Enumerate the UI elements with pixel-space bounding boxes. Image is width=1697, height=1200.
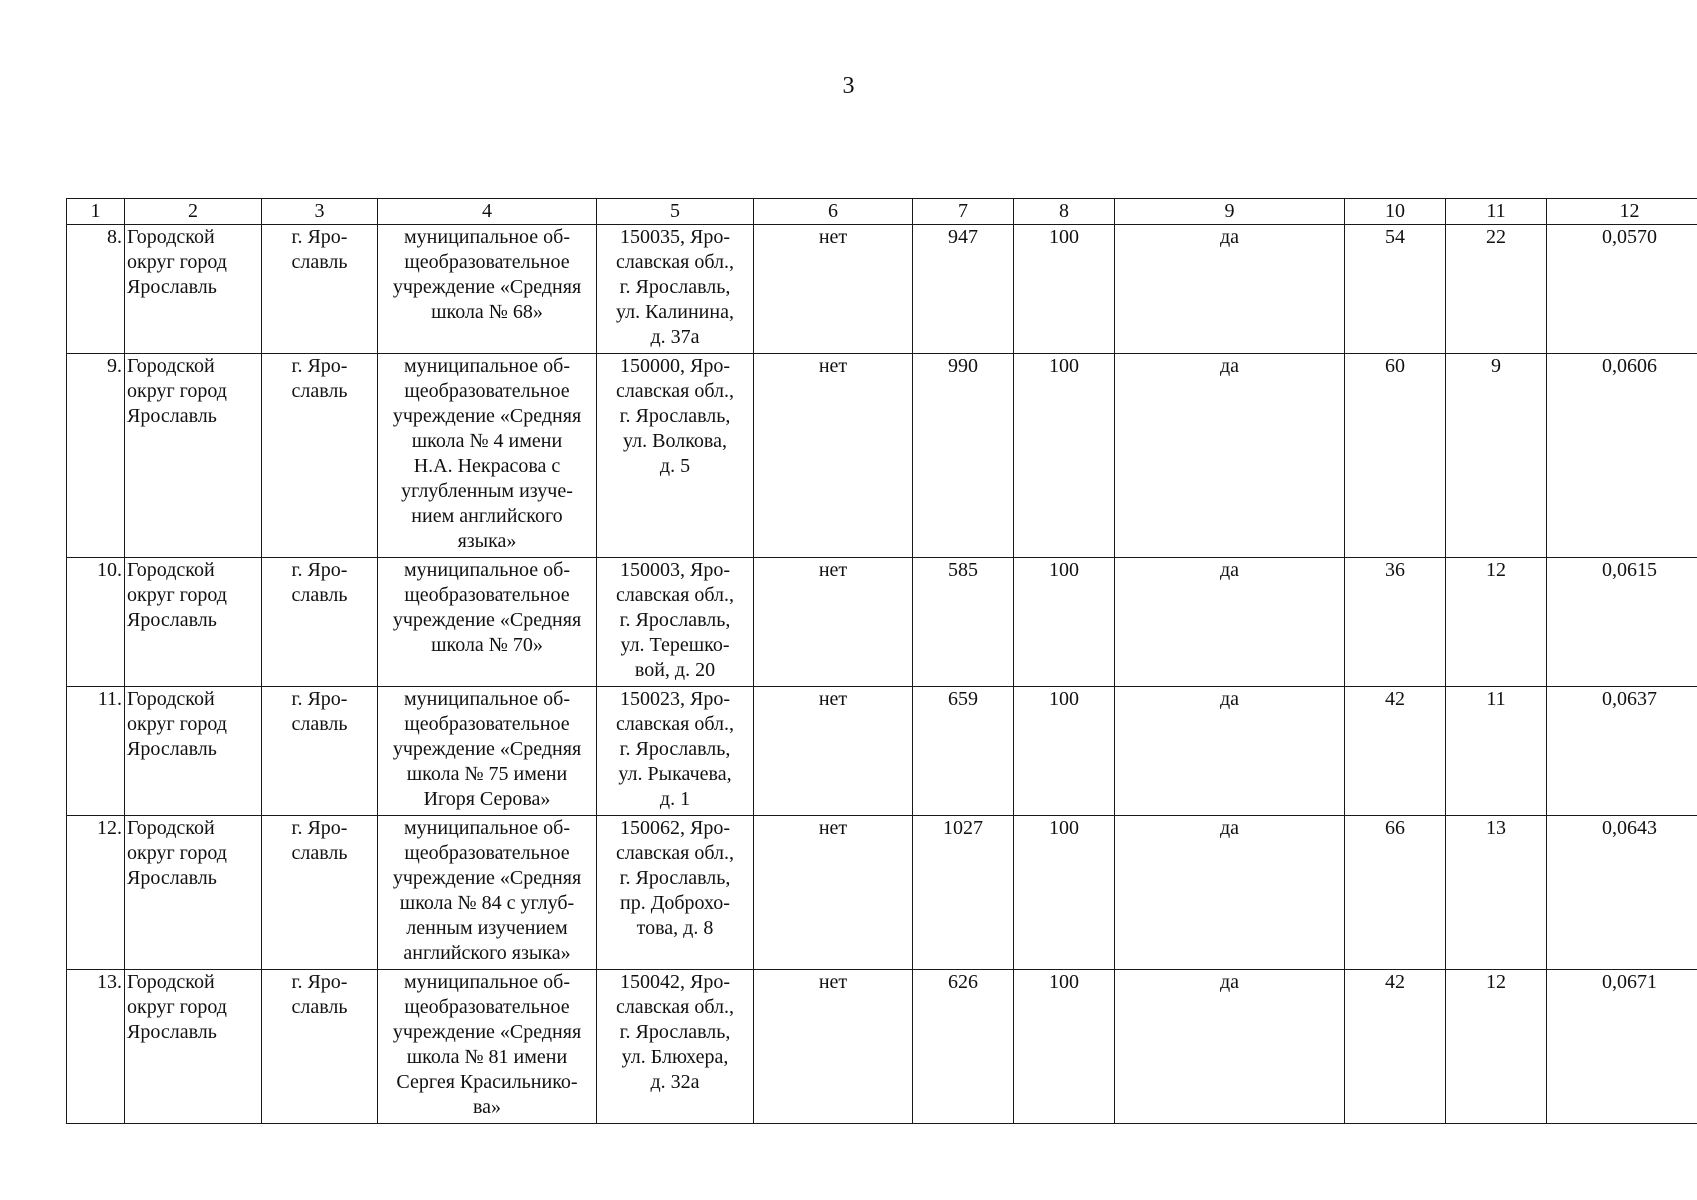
district-cell: Городской округ город Ярославль <box>125 558 262 687</box>
header-cell: 11 <box>1446 199 1547 225</box>
col10-cell: 42 <box>1345 970 1446 1124</box>
page-number: 3 <box>842 73 855 99</box>
col9-cell: да <box>1115 558 1345 687</box>
city-cell: г. Яро- славль <box>262 225 378 354</box>
col10-cell: 36 <box>1345 558 1446 687</box>
district-cell: Городской округ город Ярославль <box>125 816 262 970</box>
header-cell: 3 <box>262 199 378 225</box>
col7-cell: 585 <box>913 558 1014 687</box>
district-cell: Городской округ город Ярославль <box>125 225 262 354</box>
table-row <box>67 225 1697 354</box>
address-cell: 150035, Яро- славская обл., г. Ярославль, ул. Калинина, д. 37а <box>597 225 754 354</box>
col8-cell: 100 <box>1014 970 1115 1124</box>
col6-cell: нет <box>754 687 913 816</box>
address-cell: 150042, Яро- славская обл., г. Ярославль, ул. Блюхера, д. 32а <box>597 970 754 1124</box>
header-cell: 5 <box>597 199 754 225</box>
col7-cell: 990 <box>913 354 1014 558</box>
col12-cell: 0,0570 <box>1547 225 1697 354</box>
city-cell: г. Яро- славль <box>262 687 378 816</box>
col9-cell: да <box>1115 225 1345 354</box>
row-number: 8. <box>67 225 125 354</box>
header-cell: 1 <box>67 199 125 225</box>
row-number: 9. <box>67 354 125 558</box>
col11-cell: 12 <box>1446 558 1547 687</box>
col9-cell: да <box>1115 970 1345 1124</box>
col8-cell: 100 <box>1014 558 1115 687</box>
school-cell: муниципальное об- щеобразовательное учреждение «Средняя школа № 84 с углуб- ленным изучением английского языка» <box>378 816 597 970</box>
col11-cell: 12 <box>1446 970 1547 1124</box>
header-cell: 7 <box>913 199 1014 225</box>
col10-cell: 42 <box>1345 687 1446 816</box>
header-cell: 6 <box>754 199 913 225</box>
col11-cell: 13 <box>1446 816 1547 970</box>
district-cell: Городской округ город Ярославль <box>125 354 262 558</box>
header-cell: 9 <box>1115 199 1345 225</box>
header-cell: 2 <box>125 199 262 225</box>
col7-cell: 947 <box>913 225 1014 354</box>
col7-cell: 1027 <box>913 816 1014 970</box>
col10-cell: 60 <box>1345 354 1446 558</box>
col7-cell: 659 <box>913 687 1014 816</box>
school-cell: муниципальное об- щеобразовательное учреждение «Средняя школа № 68» <box>378 225 597 354</box>
school-cell: муниципальное об- щеобразовательное учреждение «Средняя школа № 4 имени Н.А. Некрасова с углубленным изуче- нием английского языка» <box>378 354 597 558</box>
table-row <box>67 687 1697 816</box>
col12-cell: 0,0671 <box>1547 970 1697 1124</box>
school-cell: муниципальное об- щеобразовательное учреждение «Средняя школа № 70» <box>378 558 597 687</box>
city-cell: г. Яро- славль <box>262 816 378 970</box>
header-cell: 10 <box>1345 199 1446 225</box>
row-number: 11. <box>67 687 125 816</box>
col8-cell: 100 <box>1014 225 1115 354</box>
row-number: 10. <box>67 558 125 687</box>
col9-cell: да <box>1115 354 1345 558</box>
district-cell: Городской округ город Ярославль <box>125 687 262 816</box>
col6-cell: нет <box>754 558 913 687</box>
col10-cell: 66 <box>1345 816 1446 970</box>
table-header <box>67 199 1697 225</box>
col9-cell: да <box>1115 687 1345 816</box>
school-cell: муниципальное об- щеобразовательное учреждение «Средняя школа № 75 имени Игоря Серова» <box>378 687 597 816</box>
col11-cell: 11 <box>1446 687 1547 816</box>
col11-cell: 22 <box>1446 225 1547 354</box>
col12-cell: 0,0606 <box>1547 354 1697 558</box>
table-row <box>67 816 1697 970</box>
col6-cell: нет <box>754 816 913 970</box>
city-cell: г. Яро- славль <box>262 354 378 558</box>
col6-cell: нет <box>754 354 913 558</box>
col12-cell: 0,0615 <box>1547 558 1697 687</box>
table-row <box>67 558 1697 687</box>
col12-cell: 0,0643 <box>1547 816 1697 970</box>
col12-cell: 0,0637 <box>1547 687 1697 816</box>
col6-cell: нет <box>754 225 913 354</box>
table-row <box>67 354 1697 558</box>
table-body <box>67 225 1697 1124</box>
row-number: 12. <box>67 816 125 970</box>
address-cell: 150023, Яро- славская обл., г. Ярославль, ул. Рыкачева, д. 1 <box>597 687 754 816</box>
col7-cell: 626 <box>913 970 1014 1124</box>
col6-cell: нет <box>754 970 913 1124</box>
address-cell: 150003, Яро- славская обл., г. Ярославль, ул. Терешко- вой, д. 20 <box>597 558 754 687</box>
col8-cell: 100 <box>1014 687 1115 816</box>
address-cell: 150000, Яро- славская обл., г. Ярославль, ул. Волкова, д. 5 <box>597 354 754 558</box>
header-cell: 12 <box>1547 199 1697 225</box>
table-row <box>67 970 1697 1124</box>
col9-cell: да <box>1115 816 1345 970</box>
col10-cell: 54 <box>1345 225 1446 354</box>
col11-cell: 9 <box>1446 354 1547 558</box>
header-row <box>67 199 1697 225</box>
col8-cell: 100 <box>1014 354 1115 558</box>
row-number: 13. <box>67 970 125 1124</box>
school-cell: муниципальное об- щеобразовательное учреждение «Средняя школа № 81 имени Сергея Красильнико- ва» <box>378 970 597 1124</box>
city-cell: г. Яро- славль <box>262 970 378 1124</box>
header-cell: 8 <box>1014 199 1115 225</box>
address-cell: 150062, Яро- славская обл., г. Ярославль, пр. Доброхо- това, д. 8 <box>597 816 754 970</box>
header-cell: 4 <box>378 199 597 225</box>
city-cell: г. Яро- славль <box>262 558 378 687</box>
col8-cell: 100 <box>1014 816 1115 970</box>
district-cell: Городской округ город Ярославль <box>125 970 262 1124</box>
data-table <box>66 198 1697 1124</box>
